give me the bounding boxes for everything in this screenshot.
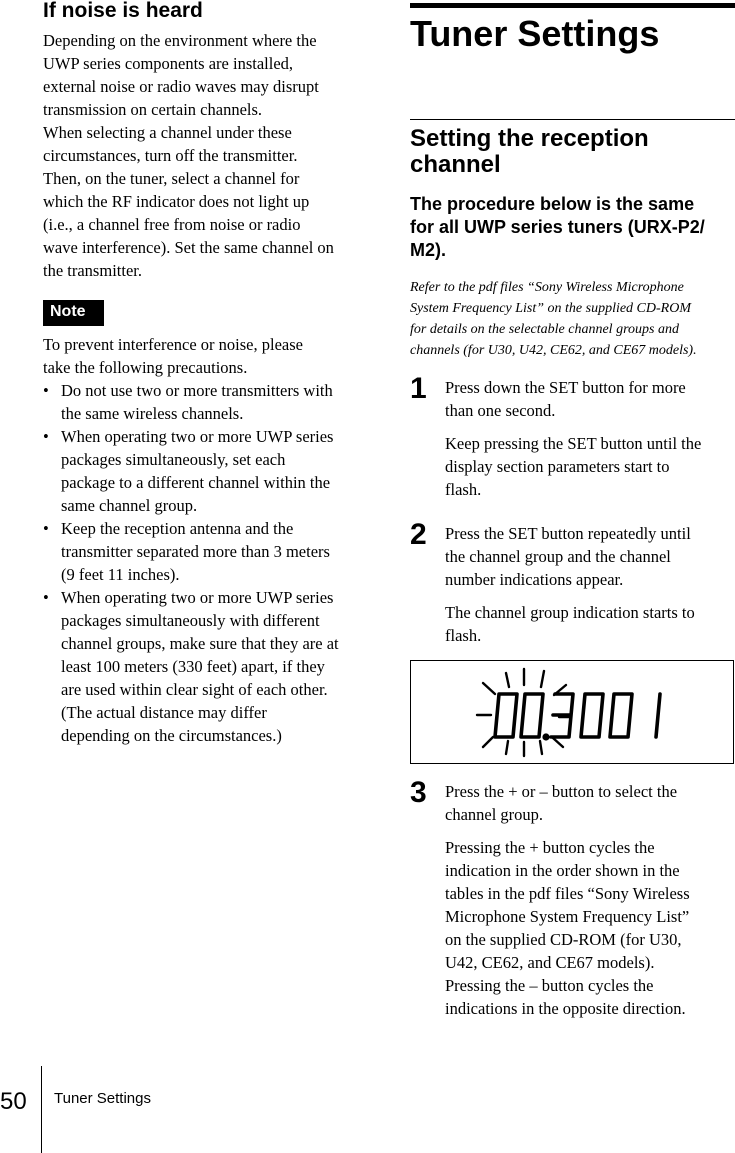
step-instruction: Press down the SET button for more than one second.	[445, 378, 686, 420]
note-intro: To prevent interference or noise, please take the following precautions.	[43, 335, 303, 377]
flash-ray	[541, 671, 544, 687]
footer-section-title: Tuner Settings	[54, 1090, 151, 1107]
flash-ray	[483, 737, 493, 747]
step-detail: The channel group indication starts to flash.	[445, 603, 695, 645]
flash-ray	[483, 683, 495, 694]
lcd-dot	[544, 735, 548, 739]
note-label: Note	[43, 300, 104, 326]
section-heading: Setting the reception channel	[410, 125, 649, 178]
step-3	[410, 776, 735, 1020]
step-instruction: Press the SET button repeatedly until the channel group and the channel number indications appear.	[445, 524, 691, 589]
lcd-digit	[551, 694, 573, 737]
step-detail: Pressing the + button cycles the indication in the order shown in the tables in the pdf files “Sony Wireless Microphone System Frequency List” on the supplied CD-ROM (for U30, U42, CE62, and CE67 models). Pressing the – button cycles the indications in the opposite direction.	[445, 838, 690, 1018]
list-item: • Do not use two or more transmitters with the same wireless channels.	[43, 381, 333, 423]
lcd-digit	[581, 694, 603, 737]
noise-heading: If noise is heard	[43, 0, 203, 22]
title-rule	[410, 3, 735, 8]
lcd-display-illustration	[410, 660, 734, 764]
lcd-digit	[495, 694, 517, 737]
footer-divider	[41, 1066, 42, 1153]
step-1	[410, 372, 735, 501]
step-number: 2	[410, 518, 427, 551]
bullet-icon: •	[43, 381, 49, 400]
step-number: 1	[410, 372, 427, 405]
list-item: • When operating two or more UWP series packages simultaneously, set each package to a different channel within the same channel group.	[43, 427, 334, 515]
flash-ray	[506, 673, 509, 687]
step-number: 3	[410, 776, 427, 809]
bullet-icon: •	[43, 588, 49, 607]
step-instruction: Press the + or – button to select the channel group.	[445, 782, 678, 824]
lcd-digit	[656, 694, 660, 737]
lcd-digit	[610, 694, 632, 737]
bullet-icon: •	[43, 519, 49, 538]
section-rule	[410, 119, 735, 120]
precautions-list	[43, 379, 368, 747]
step-2	[410, 518, 735, 647]
procedure-heading: The procedure below is the same for all UWP series tuners (URX-P2/ M2).	[410, 194, 705, 260]
left-column	[43, 0, 368, 747]
list-item: • Keep the reception antenna and the transmitter separated more than 3 meters (9 feet 11 inches).	[43, 519, 330, 584]
page-title: Tuner Settings	[410, 13, 660, 54]
list-item: • When operating two or more UWP series packages simultaneously with different channel groups, make sure that they are at least 100 meters (330 feet) apart, if they are used within clear sight of each other. (The actual distance may differ depending on the circumstances.)	[43, 588, 339, 745]
step-detail: Keep pressing the SET button until the display section parameters start to flash.	[445, 434, 702, 499]
reference-note: Refer to the pdf files “Sony Wireless Microphone System Frequency List” on the supplied CD-ROM for details on the selectable channel groups and channels (for U30, U42, CE62, and CE67 models).	[410, 280, 697, 358]
flash-ray	[553, 738, 563, 747]
flash-ray	[506, 741, 508, 754]
flash-ray	[540, 741, 542, 754]
noise-paragraph-1: Depending on the environment where the UWP series components are installed, external noise or radio waves may disrupt transmission on certain channels.	[43, 31, 319, 119]
noise-paragraph-2: When selecting a channel under these circumstances, turn off the transmitter. Then, on the tuner, select a channel for which the RF indicator does not light up (i.e., a channel free from noise or radio wave interference). Set the same channel on the transmitter.	[43, 123, 334, 280]
lcd-digits	[495, 694, 660, 739]
page-number: 50	[0, 1088, 27, 1115]
bullet-icon: •	[43, 427, 49, 446]
lcd-digit	[521, 694, 543, 737]
lcd-display-graphic	[411, 661, 733, 763]
